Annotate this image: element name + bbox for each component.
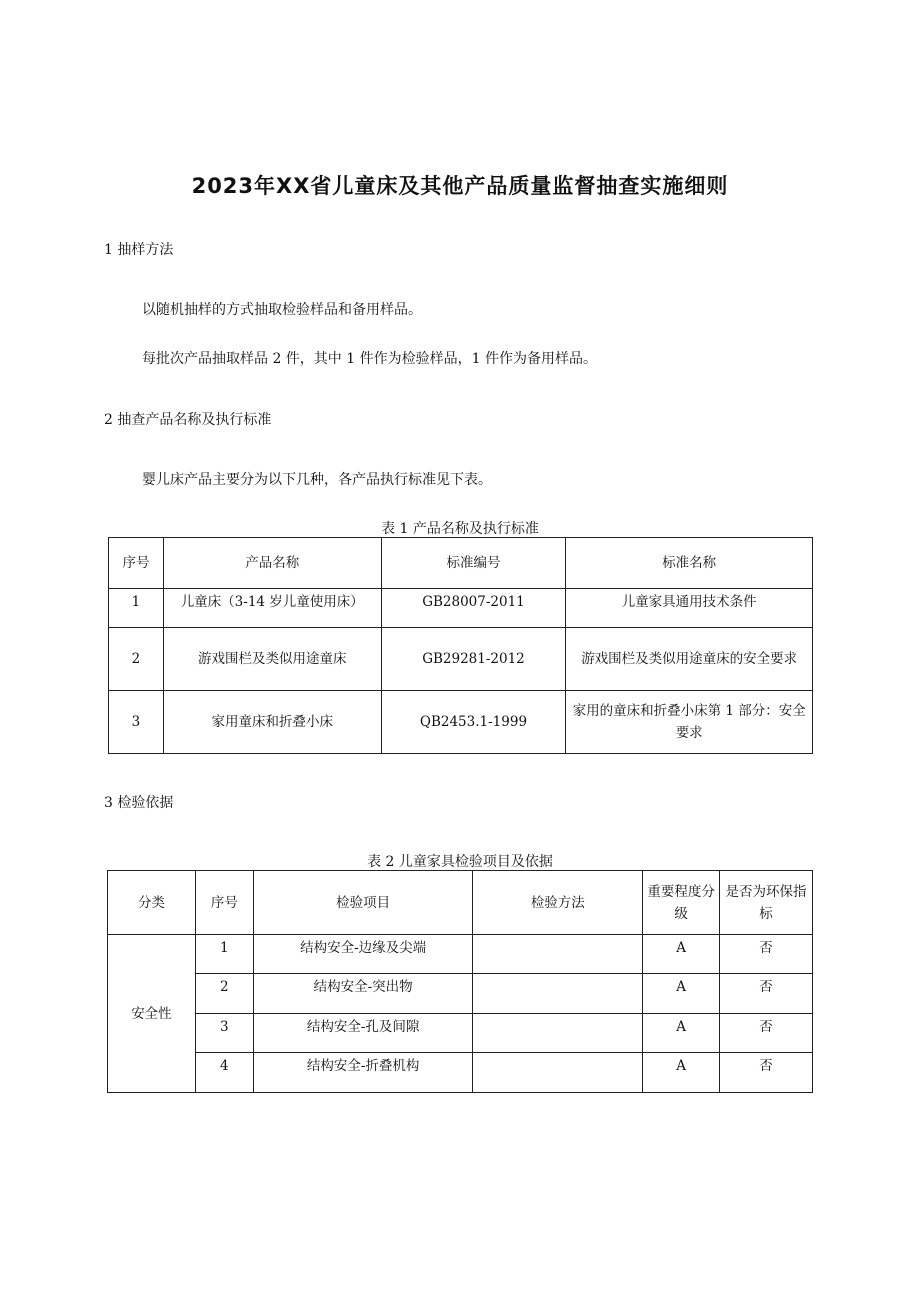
- table-cell: 4: [195, 1053, 253, 1093]
- category-cell: 安全性: [108, 935, 196, 1093]
- table-1: [108, 537, 813, 754]
- table-2-caption: 表 2 儿童家具检验项目及依据: [367, 854, 553, 870]
- table-cell: 3: [109, 691, 164, 754]
- table-cell: [473, 974, 643, 1014]
- section-2-heading: 2 抽查产品名称及执行标准: [104, 412, 272, 428]
- table-cell: 结构安全-突出物: [253, 974, 473, 1014]
- table-cell: A: [643, 935, 720, 974]
- table-cell: 家用童床和折叠小床: [163, 691, 381, 754]
- table-2: [107, 870, 813, 1093]
- table-row: [109, 628, 813, 691]
- table-cell: A: [643, 1014, 720, 1053]
- table-cell: 1: [195, 935, 253, 974]
- table-cell: 2: [195, 974, 253, 1014]
- table-1-header-cell: 产品名称: [163, 538, 381, 589]
- table-2-header-cell: 分类: [108, 871, 196, 935]
- table-2-header-cell: 检验项目: [253, 871, 473, 935]
- document-title: 2023年XX省儿童床及其他产品质量监督抽查实施细则: [191, 174, 729, 198]
- table-cell: QB2453.1-1999: [381, 691, 566, 754]
- table-2-header-cell: 序号: [195, 871, 253, 935]
- table-row: [109, 691, 813, 754]
- table-cell: [473, 1014, 643, 1053]
- table-cell: 否: [720, 935, 813, 974]
- table-cell: GB29281-2012: [381, 628, 566, 691]
- table-1-header-cell: 标准名称: [566, 538, 813, 589]
- table-row: [108, 935, 813, 974]
- table-cell: A: [643, 1053, 720, 1093]
- table-cell: 儿童床（3-14 岁儿童使用床）: [163, 589, 381, 628]
- table-cell: 游戏围栏及类似用途童床: [163, 628, 381, 691]
- table-row: [108, 1014, 813, 1053]
- table-cell: 结构安全-折叠机构: [253, 1053, 473, 1093]
- table-1-header-cell: 标准编号: [381, 538, 566, 589]
- table-2-header-cell: 检验方法: [473, 871, 643, 935]
- table-cell: GB28007-2011: [381, 589, 566, 628]
- table-cell: [473, 1053, 643, 1093]
- table-cell: 否: [720, 974, 813, 1014]
- table-1-header-cell: 序号: [109, 538, 164, 589]
- table-cell: 家用的童床和折叠小床第 1 部分：安全要求: [566, 691, 813, 754]
- table-cell: 1: [109, 589, 164, 628]
- table-cell: 结构安全-边缘及尖端: [253, 935, 473, 974]
- table-row: [109, 589, 813, 628]
- table-1-caption: 表 1 产品名称及执行标准: [381, 521, 539, 537]
- table-cell: [473, 935, 643, 974]
- table-2-header-cell: 是否为环保指标: [720, 871, 813, 935]
- table-1-header-row: [109, 538, 813, 589]
- table-cell: 3: [195, 1014, 253, 1053]
- table-cell: 2: [109, 628, 164, 691]
- section-1-paragraph-1: 以随机抽样的方式抽取检验样品和备用样品。: [142, 302, 422, 318]
- section-3-heading: 3 检验依据: [104, 795, 174, 811]
- table-cell: 游戏围栏及类似用途童床的安全要求: [566, 628, 813, 691]
- table-row: [108, 1053, 813, 1093]
- table-2-header-cell: 重要程度分级: [643, 871, 720, 935]
- table-cell: 否: [720, 1014, 813, 1053]
- table-row: [108, 974, 813, 1014]
- section-2-paragraph-1: 婴儿床产品主要分为以下几种，各产品执行标准见下表。: [142, 472, 492, 488]
- section-1-paragraph-2: 每批次产品抽取样品 2 件，其中 1 件作为检验样品，1 件作为备用样品。: [142, 351, 597, 367]
- table-cell: 儿童家具通用技术条件: [566, 589, 813, 628]
- table-cell: 结构安全-孔及间隙: [253, 1014, 473, 1053]
- table-cell: A: [643, 974, 720, 1014]
- table-cell: 否: [720, 1053, 813, 1093]
- section-1-heading: 1 抽样方法: [104, 242, 174, 258]
- table-2-header-row: [108, 871, 813, 935]
